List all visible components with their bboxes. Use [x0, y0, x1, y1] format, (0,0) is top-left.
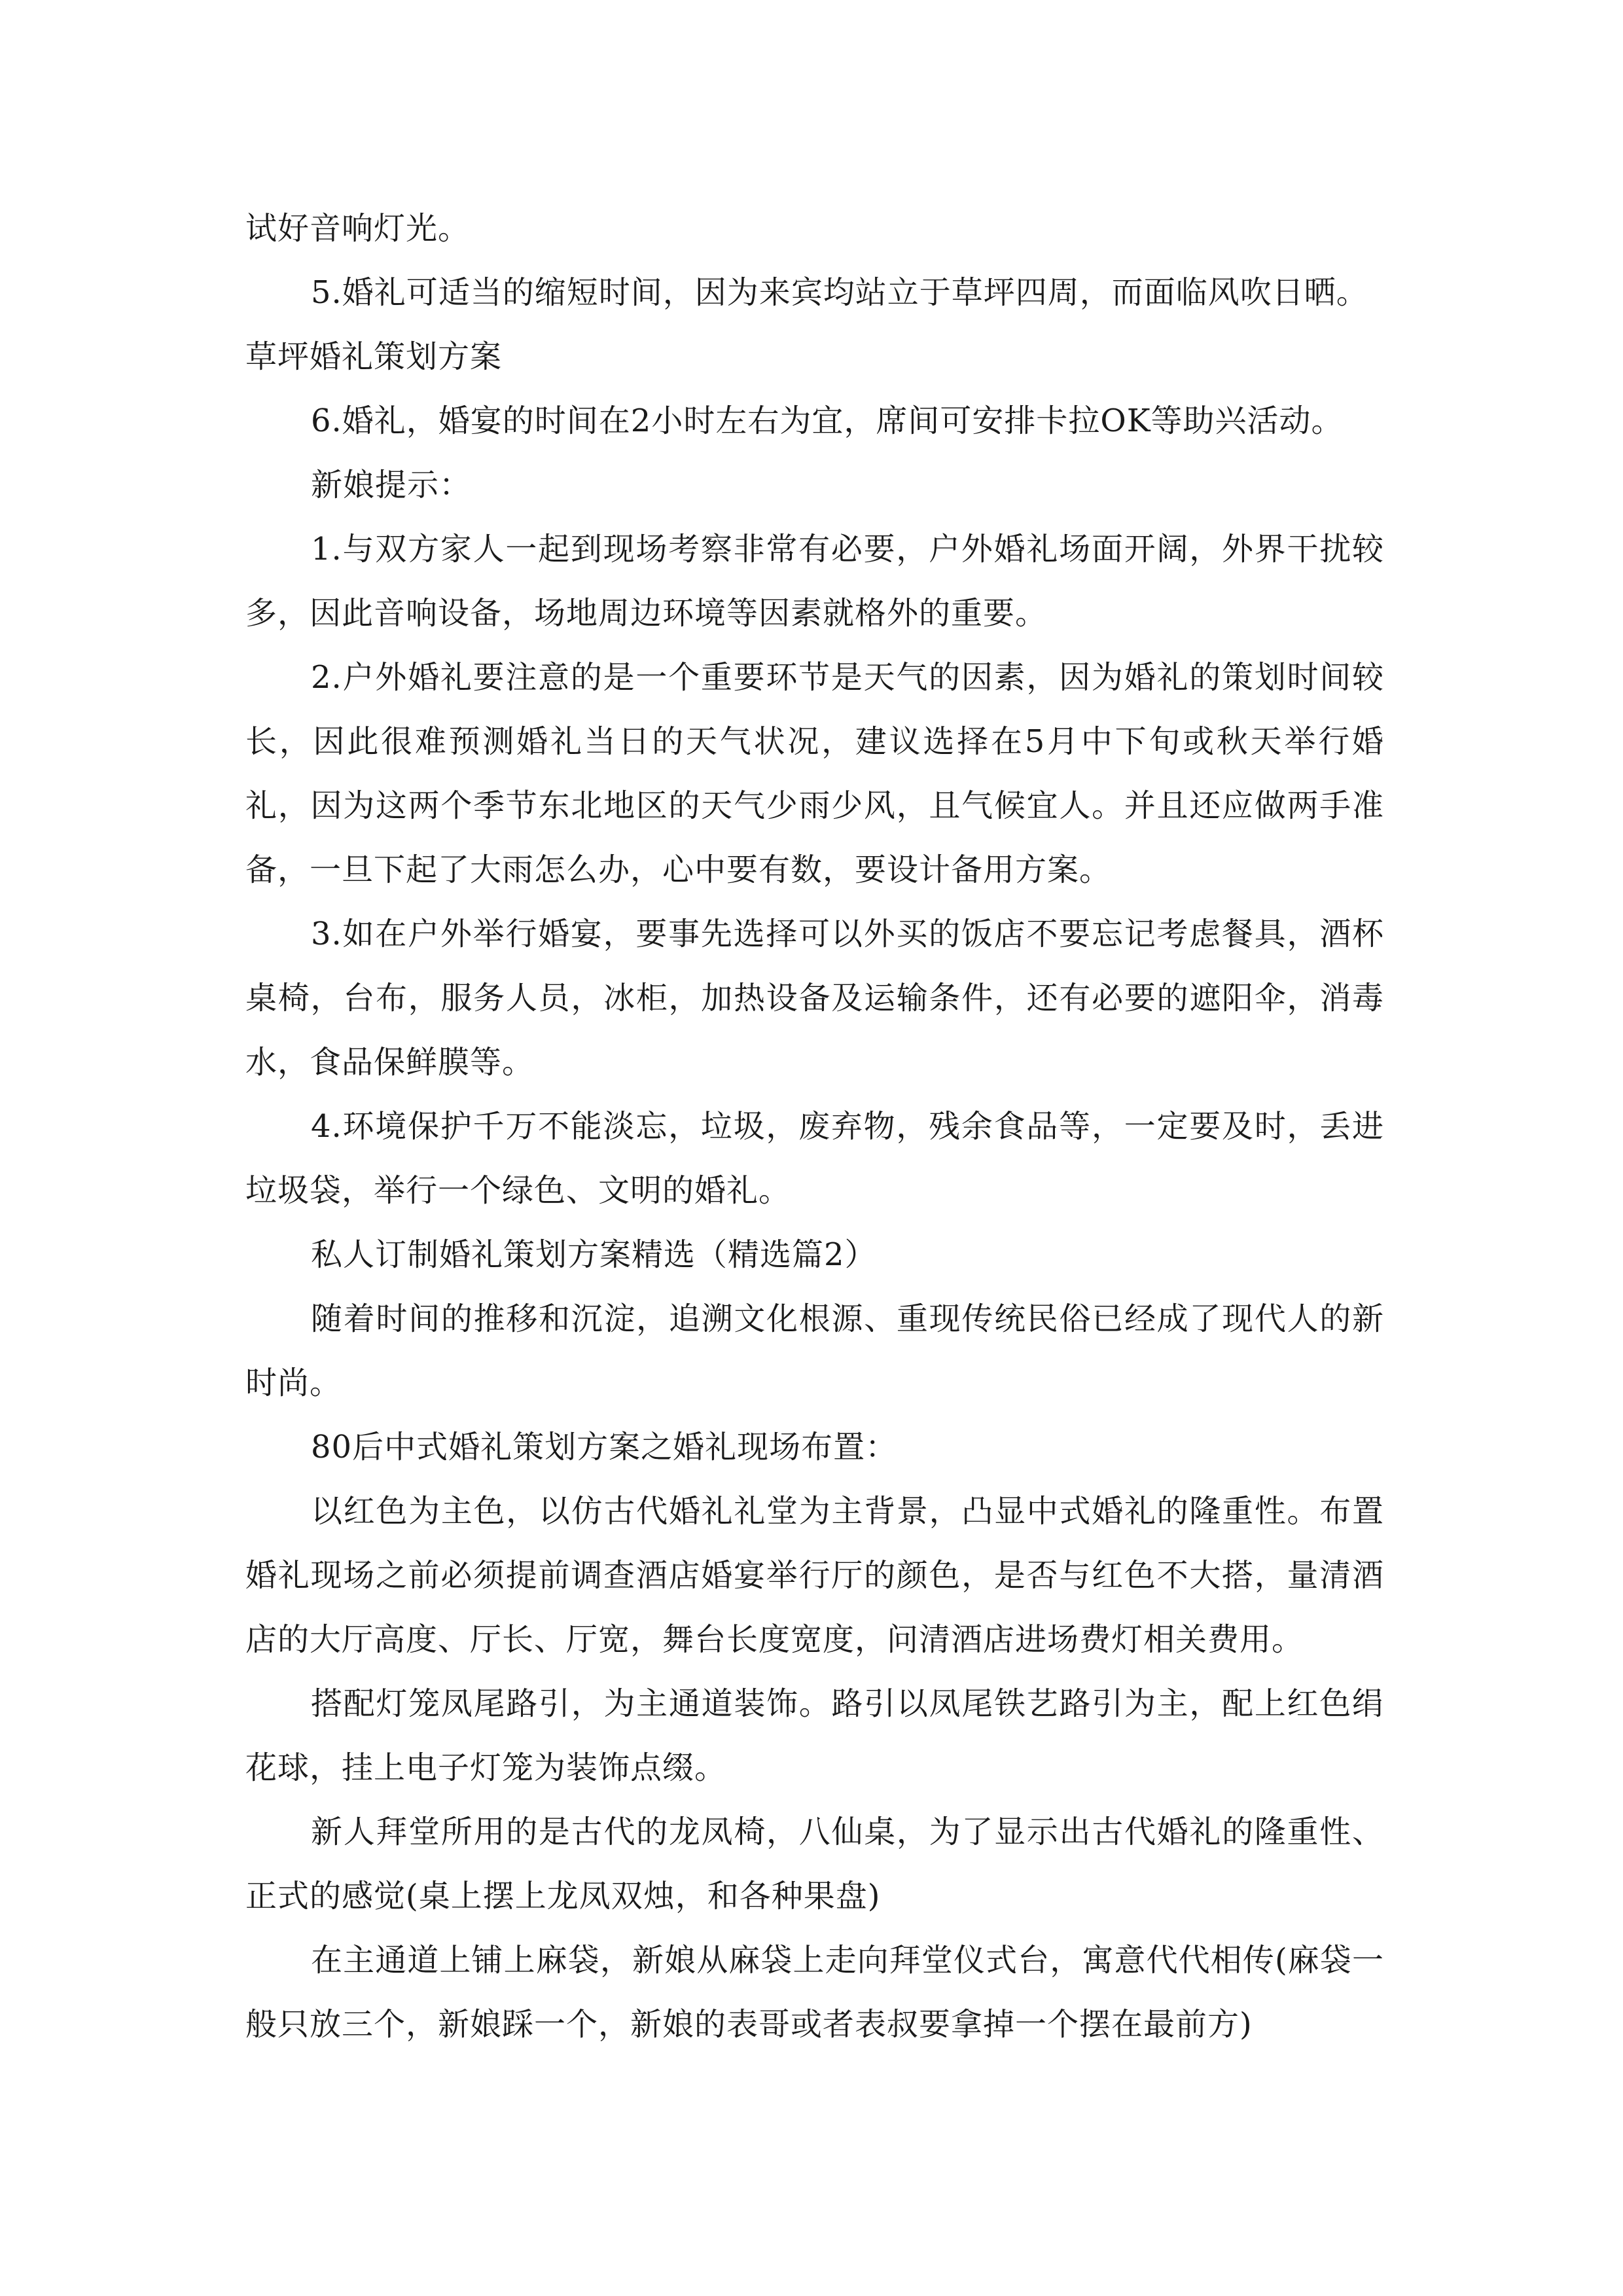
paragraph-tip-1: 1.与双方家人一起到现场考察非常有必要，户外婚礼场面开阔，外界干扰较多，因此音响设备，场地周边环境等因素就格外的重要。 [245, 531, 1384, 632]
paragraph-section-title-2: 私人订制婚礼策划方案精选（精选篇2） [311, 1236, 877, 1273]
paragraph-bride-tips-heading: 新娘提示： [311, 467, 472, 503]
paragraph-intro-tail: 试好音响灯光。 [245, 210, 471, 247]
paragraph-lanterns: 搭配灯笼凤尾路引，为主通道装饰。路引以凤尾铁艺路引为主，配上红色绢花球，挂上电子灯笼为装饰点缀。 [245, 1685, 1384, 1786]
paragraph-item-5: 5.婚礼可适当的缩短时间，因为来宾均站立于草坪四周，而面临风吹日晒。 [311, 274, 1368, 311]
paragraph-sacks: 在主通道上铺上麻袋，新娘从麻袋上走向拜堂仪式台，寓意代代相传(麻袋一般只放三个，新娘踩一个，新娘的表哥或者表叔要拿掉一个摆在最前方) [245, 1942, 1384, 2043]
paragraph-heading-lawn-plan: 草坪婚礼策划方案 [245, 338, 503, 375]
paragraph-item-6: 6.婚礼，婚宴的时间在2小时左右为宜，席间可安排卡拉OK等助兴活动。 [311, 403, 1344, 439]
paragraph-section-intro: 随着时间的推移和沉淀，追溯文化根源、重现传统民俗已经成了现代人的新时尚。 [245, 1300, 1384, 1401]
paragraph-venue-color: 以红色为主色，以仿古代婚礼礼堂为主背景，凸显中式婚礼的隆重性。布置婚礼现场之前必须提前调查酒店婚宴举行厅的颜色，是否与红色不大搭，量清酒店的大厅高度、厅长、厅宽，舞台长度宽度，问清酒店进场费灯相关费用。 [245, 1493, 1384, 1658]
paragraph-tip-3: 3.如在户外举行婚宴，要事先选择可以外买的饭店不要忘记考虑餐具，酒杯桌椅，台布，服务人员，冰柜，加热设备及运输条件，还有必要的遮阳伞，消毒水，食品保鲜膜等。 [245, 916, 1384, 1081]
paragraph-tip-2: 2.户外婚礼要注意的是一个重要环节是天气的因素，因为婚礼的策划时间较长，因此很难预测婚礼当日的天气状况，建议选择在5月中下旬或秋天举行婚礼，因为这两个季节东北地区的天气少雨少风，且气候宜人。并且还应做两手准备，一旦下起了大雨怎么办，心中要有数，要设计备用方案。 [245, 659, 1384, 888]
paragraph-chairs: 新人拜堂所用的是古代的龙凤椅，八仙桌，为了显示出古代婚礼的隆重性、正式的感觉(桌上摆上龙凤双烛，和各种果盘) [245, 1814, 1384, 1914]
document-body [245, 196, 1384, 2056]
paragraph-tip-4: 4.环境保护千万不能淡忘，垃圾，废弃物，残余食品等，一定要及时，丢进垃圾袋，举行一个绿色、文明的婚礼。 [245, 1108, 1384, 1209]
paragraph-venue-heading: 80后中式婚礼策划方案之婚礼现场布置： [311, 1429, 898, 1465]
